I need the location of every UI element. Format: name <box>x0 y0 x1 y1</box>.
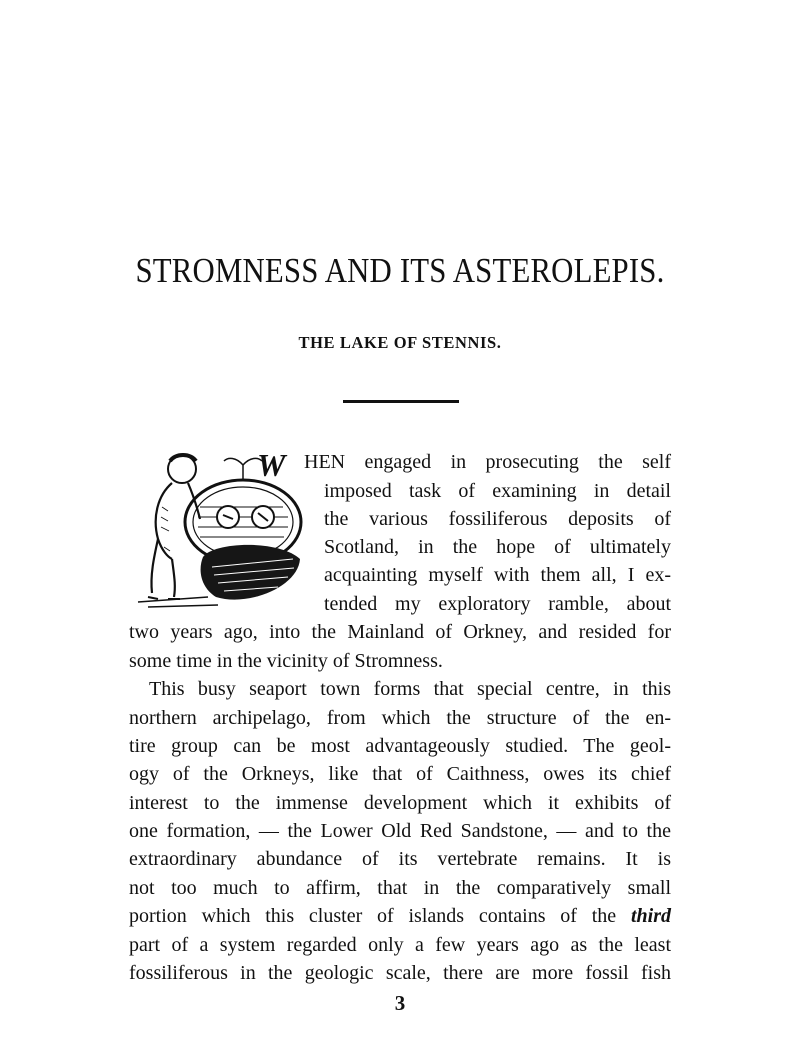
text-line: extraordinary abundance of its vertebrate remains. It is <box>129 848 671 870</box>
drop-cap: W <box>257 447 286 483</box>
text-line: acquainting myself with them all, I ex- <box>324 564 671 586</box>
text-line: some time in the vicinity of Stromness. <box>129 650 443 672</box>
text-line: northern archipelago, from which the structure of the en- <box>129 707 671 729</box>
text-line: not too much to affirm, that in the comparatively small <box>129 877 671 899</box>
text-line: imposed task of examining in detail <box>324 480 671 502</box>
page-number: 3 <box>394 991 406 1015</box>
emphasis-text: third <box>630 905 671 927</box>
text-span: portion which this cluster of islands contains of the <box>129 905 617 927</box>
text-line: one formation, — the Lower Old Red Sandstone, — and to the <box>129 820 671 842</box>
text-line <box>129 906 671 926</box>
text-line: tended my exploratory ramble, about <box>324 593 671 615</box>
text-line: This busy seaport town forms that special centre, in this <box>149 678 671 700</box>
text-line: Scotland, in the hope of ultimately <box>324 536 671 558</box>
title-rule <box>343 400 459 403</box>
text-line: interest to the immense development which it exhibits of <box>129 792 671 814</box>
text-line: tire group can be most advantageously studied. The geol- <box>129 735 671 757</box>
chapter-title: STROMNESS AND ITS ASTEROLEPIS. <box>135 251 665 290</box>
text-line: ogy of the Orkneys, like that of Caithness, owes its chief <box>129 763 671 785</box>
text-line: two years ago, into the Mainland of Orkney, and resided for <box>129 621 671 643</box>
section-subtitle: THE LAKE OF STENNIS. <box>298 333 502 352</box>
text-line: the various fossiliferous deposits of <box>324 508 671 530</box>
text-line: part of a system regarded only a few years ago as the least <box>129 934 671 956</box>
text-line: fossiliferous in the geologic scale, there are more fossil fish <box>129 962 671 984</box>
text-line: HEN engaged in prosecuting the self <box>304 451 671 473</box>
